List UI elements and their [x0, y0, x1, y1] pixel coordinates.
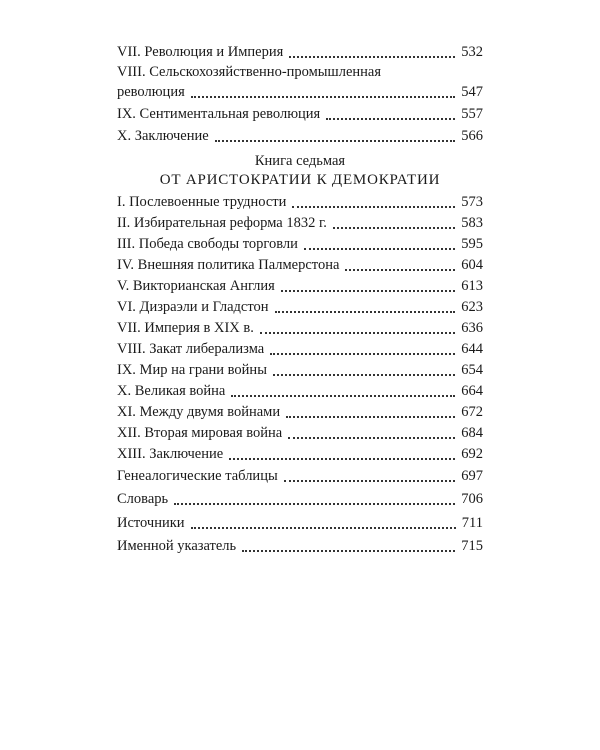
- toc-entry[interactable]: [117, 422, 483, 443]
- toc-entry[interactable]: [117, 317, 483, 338]
- toc-entry-page: 547: [461, 84, 483, 100]
- toc-section-book-seven: [117, 191, 483, 464]
- toc-entry-page: 672: [461, 404, 483, 420]
- toc-entry-label: Генеалогические таблицы: [117, 467, 278, 484]
- book-heading: [117, 152, 483, 190]
- toc-entry-label-line2: революция: [117, 84, 185, 100]
- toc-entry-page: 583: [461, 215, 483, 231]
- toc-entry[interactable]: [117, 233, 483, 254]
- toc-entry[interactable]: [117, 275, 483, 296]
- toc-entry-label: IX. Мир на грани войны: [117, 362, 267, 378]
- toc-entry-label-line2-row: [117, 82, 461, 102]
- leader-dots: [191, 527, 456, 529]
- toc-entry-page: 566: [461, 128, 483, 144]
- toc-entry-label: X. Заключение: [117, 128, 209, 144]
- book-subtitle: Книга седьмая: [254, 153, 346, 169]
- toc-entry[interactable]: [117, 212, 483, 233]
- toc-entry-page: 711: [461, 514, 483, 531]
- leader-dots: [229, 458, 455, 460]
- toc-entry-label: XI. Между двумя войнами: [117, 404, 281, 420]
- toc-entry-label: XII. Вторая мировая война: [117, 425, 283, 441]
- toc-entry[interactable]: [117, 462, 483, 486]
- toc-section-back-matter: [117, 462, 483, 556]
- leader-dots: [174, 503, 455, 505]
- toc-entry[interactable]: [117, 124, 483, 146]
- leader-dots: [289, 56, 455, 58]
- toc-entry-label-wrap: [117, 62, 461, 102]
- toc-entry-label: VII. Империя в XIX в.: [117, 320, 254, 336]
- toc-entry[interactable]: [117, 486, 483, 510]
- toc-entry-label: Источники: [117, 514, 185, 531]
- toc-section-previous: [117, 40, 483, 146]
- toc-entry-page: 613: [461, 278, 483, 294]
- toc-entry-label: VII. Революция и Империя: [117, 44, 284, 60]
- toc-entry-page: 692: [461, 446, 483, 462]
- leader-dots: [304, 248, 455, 250]
- toc-entry-page: 557: [461, 106, 483, 122]
- book-title: ОТ АРИСТОКРАТИИ К ДЕМОКРАТИИ: [159, 172, 441, 188]
- toc-entry[interactable]: [117, 380, 483, 401]
- leader-dots: [231, 395, 455, 397]
- leader-dots: [286, 416, 455, 418]
- toc-entry-label: III. Победа свободы торговли: [117, 236, 298, 252]
- toc-entry-page: 697: [461, 467, 483, 484]
- toc-entry[interactable]: [117, 338, 483, 359]
- toc-entry-page: 636: [461, 320, 483, 336]
- toc-entry-label: Именной указатель: [117, 538, 237, 554]
- toc-entry-label: VI. Дизраэли и Гладстон: [117, 299, 269, 315]
- toc-entry[interactable]: [117, 191, 483, 212]
- leader-dots: [273, 374, 455, 376]
- toc-entry-page: 664: [461, 383, 483, 399]
- toc-entry-page: 623: [461, 299, 483, 315]
- toc-entry-label: Словарь: [117, 491, 169, 507]
- toc-entry-label-line1: VIII. Сельскохозяйственно-промышленная: [117, 64, 382, 80]
- toc-entry-page: 532: [461, 44, 483, 60]
- toc-entry-label: I. Послевоенные трудности: [117, 194, 287, 210]
- toc-entry[interactable]: [117, 296, 483, 317]
- leader-dots: [215, 140, 456, 142]
- leader-dots: [326, 118, 455, 120]
- toc-entry[interactable]: [117, 40, 483, 62]
- toc-entry-page: 706: [461, 491, 483, 507]
- leader-dots: [292, 206, 455, 208]
- toc-entry[interactable]: [117, 359, 483, 380]
- toc-entry[interactable]: [117, 254, 483, 275]
- toc-entry-label: II. Избирательная реформа 1832 г.: [117, 215, 327, 231]
- toc-entry-page: 715: [461, 538, 483, 554]
- toc-entry-label: IX. Сентиментальная революция: [117, 106, 321, 122]
- leader-dots: [270, 353, 455, 355]
- toc-entry-label: V. Викторианская Англия: [117, 278, 275, 294]
- toc-entry[interactable]: [117, 509, 483, 533]
- toc-entry-page: 644: [461, 341, 483, 357]
- toc-entry[interactable]: [117, 102, 483, 124]
- toc-entry-page: 604: [461, 257, 483, 273]
- leader-dots: [333, 227, 455, 229]
- toc-entry[interactable]: [117, 401, 483, 422]
- toc-entry[interactable]: [117, 62, 483, 102]
- toc-entry[interactable]: [117, 533, 483, 557]
- leader-dots: [345, 269, 455, 271]
- toc-entry[interactable]: [117, 443, 483, 464]
- toc-entry-label: IV. Внешняя политика Палмерстона: [117, 257, 340, 273]
- toc-entry-page: 595: [461, 236, 483, 252]
- toc-entry-page: 684: [461, 425, 483, 441]
- toc-entry-page: 654: [461, 362, 483, 378]
- leader-dots: [242, 550, 455, 552]
- toc-entry-label: XIII. Заключение: [117, 446, 224, 462]
- toc-entry-page: 573: [461, 194, 483, 210]
- leader-dots: [191, 96, 456, 98]
- leader-dots: [260, 332, 455, 334]
- toc-entry-label: VIII. Закат либерализма: [117, 341, 265, 357]
- leader-dots: [275, 311, 456, 313]
- leader-dots: [288, 437, 455, 439]
- leader-dots: [284, 480, 456, 482]
- leader-dots: [281, 290, 455, 292]
- toc-entry-label: X. Великая война: [117, 383, 226, 399]
